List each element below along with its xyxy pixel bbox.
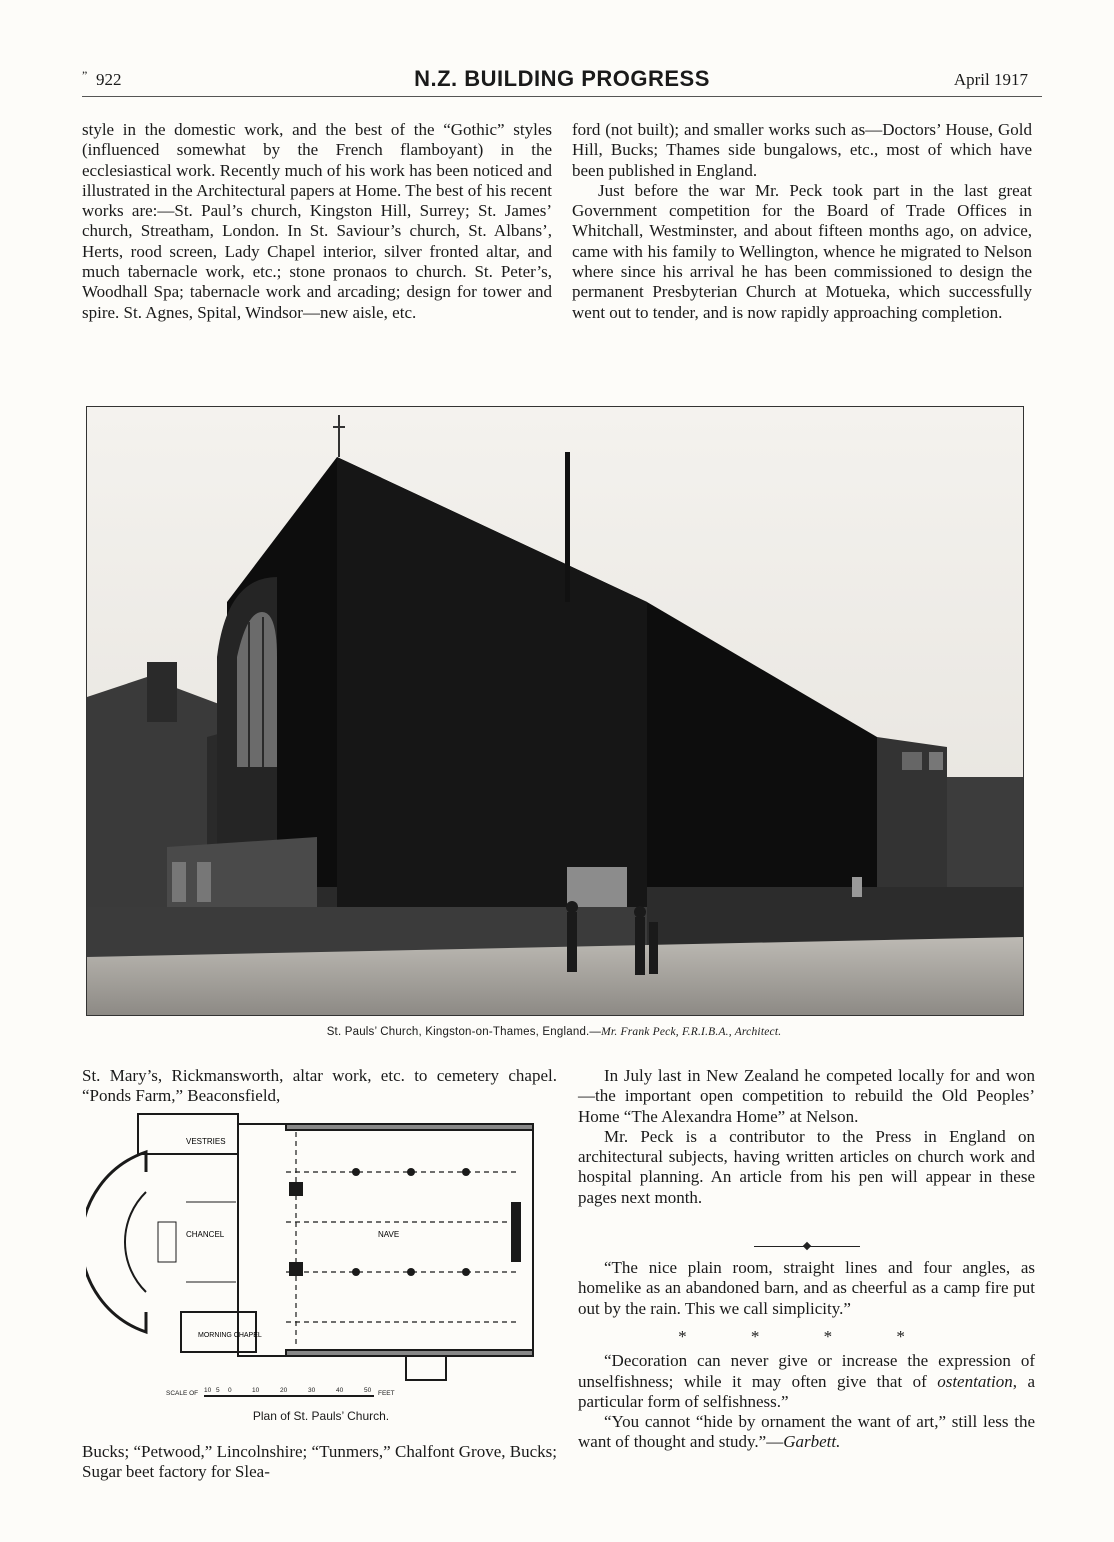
plan-label-chancel: CHANCEL: [186, 1230, 225, 1239]
issue-date: April 1917: [953, 70, 1028, 89]
plan-scale-unit: FEET: [378, 1390, 395, 1397]
column-top-left: [82, 120, 552, 323]
plan-scale-number: 50: [364, 1387, 372, 1394]
quote: [578, 1351, 1035, 1412]
quote-attribution: Garbett.: [783, 1432, 841, 1452]
plan-caption: Plan of St. Pauls’ Church.: [252, 1409, 390, 1423]
column-top-right: [572, 120, 1032, 323]
plan-label-nave: NAVE: [378, 1230, 400, 1239]
paragraph: St. Mary’s, Rickmansworth, altar work, etc. to cemetery chapel. “Ponds Farm,” Beaconsfield,: [82, 1066, 557, 1106]
floor-plan: [86, 1112, 556, 1402]
plan-scale-label: SCALE OF: [166, 1390, 199, 1397]
plan-scale-number: 30: [308, 1387, 316, 1394]
section-separator: * * * *: [678, 1326, 935, 1346]
plan-scale-number: 10: [204, 1387, 212, 1394]
paragraph: style in the domestic work, and the best of the “Gothic” styles (influenced somewhat by the French flamboyant) in the ecclesiastical work. Recently much of his work has been noticed and illustrated in the Architectural papers at Home. The best of his recent works are:—St. Paul’s church, Kingston Hill, Surrey; St. James’ church, Streatham, London. In St. Saviour’s church, St. Albans’, Herts, rood screen, Lady Chapel interior, silver fronted altar, and much tabernacle work, etc.; stone pronaos to church. St. Peter’s, Woodhall Spa; tabernacle work and arcading; design for tower and spire. St. Agnes, Spital, Windsor—new aisle, etc.: [82, 120, 552, 322]
church-photograph: [86, 406, 1024, 1016]
quote-text: , a particular form of selfishness.”: [578, 1371, 1036, 1411]
paragraph: Mr. Peck is a contributor to the Press in England on architectural subjects, having written articles on church work and hospital planning. An article from his pen will appear in these pages next month.: [578, 1126, 1035, 1207]
paragraph: In July last in New Zealand he competed locally for and won—the important open competition to rebuild the Old Peoples’ Home “The Alexandra Home” at Nelson.: [578, 1066, 1035, 1126]
plan-scale-number: 0: [228, 1387, 232, 1394]
quote-text: “Decoration can never give or increase the expression of unselfishness; while it may often give that of: [578, 1351, 1035, 1391]
caption-main: St. Pauls’ Church, Kingston-on-Thames, England.—: [326, 1026, 602, 1038]
quote-emphasis: ostentation: [937, 1371, 1013, 1391]
quote: [578, 1412, 1035, 1453]
plan-label-morning-chapel: MORNING CHAPEL: [198, 1332, 262, 1339]
page-header: [82, 66, 1042, 97]
plan-scale-number: 10: [252, 1387, 260, 1394]
paragraph: ford (not built); and smaller works such as—Doctors’ House, Gold Hill, Bucks; Thames side bungalows, etc., most of which have been published in England.: [572, 120, 1032, 180]
page-number: 922: [96, 70, 122, 89]
plan-scale-number: 5: [216, 1387, 220, 1394]
plan-scale-number: 20: [280, 1387, 288, 1394]
paragraph: Bucks; “Petwood,” Lincolnshire; “Tunmers,” Chalfont Grove, Bucks; Sugar beet factory for Slea-: [82, 1442, 557, 1482]
journal-title: N.Z. BUILDING PROGRESS: [414, 66, 710, 91]
church-photo-image: [87, 407, 1023, 1015]
floor-plan-drawing: [86, 1112, 556, 1402]
photo-caption: [86, 1026, 1022, 1038]
column-bottom-left-continued: [82, 1442, 557, 1483]
caption-credit: Mr. Frank Peck, F.R.I.B.A., Architect.: [601, 1026, 782, 1038]
plan-label-vestries: VESTRIES: [186, 1137, 226, 1146]
quote-text: “You cannot “hide by ornament the want of art,” still less the want of thought and study.”—: [578, 1412, 1035, 1452]
paragraph: Just before the war Mr. Peck took part in the last great Government competition for the Board of Trade Offices in Whitchall, Westminster, and about fifteen months ago, on advice, came with his family to Wellington, whence he migrated to Nelson where since his arrival he has been commissioned to design the permanent Presbyterian Church at Motueka, which successfully went out to tender, and is now rapidly approaching completion.: [572, 180, 1032, 322]
column-bottom-right: [578, 1066, 1035, 1453]
margin-mark: ”: [82, 68, 88, 82]
column-bottom-left: [82, 1066, 557, 1107]
quote: “The nice plain room, straight lines and four angles, as homelike as an abandoned barn, and as cheerful as a camp fire put out by the rain. This we call simplicity.”: [578, 1258, 1035, 1318]
plan-scale-number: 40: [336, 1387, 344, 1394]
